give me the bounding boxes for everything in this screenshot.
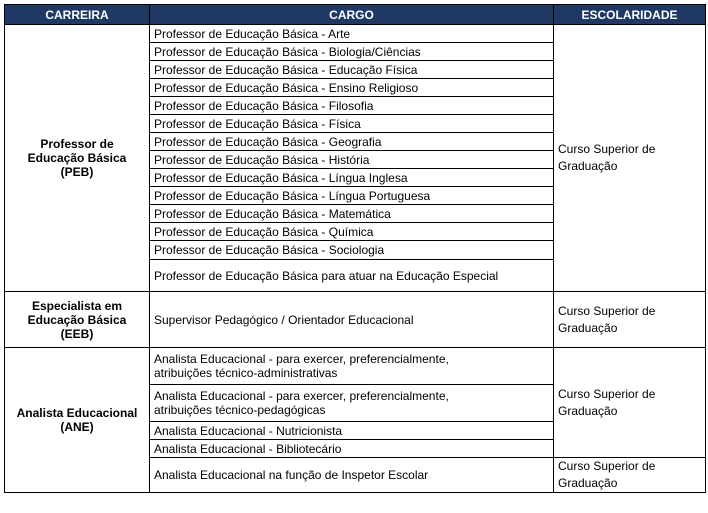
text-line: Graduação bbox=[558, 403, 618, 418]
cargo-cell bbox=[150, 292, 554, 348]
header-row bbox=[5, 5, 706, 25]
escolaridade-cell bbox=[554, 458, 706, 493]
cargo-cell bbox=[150, 169, 554, 187]
cargo-cell bbox=[150, 440, 554, 458]
text-line: Analista Educacional - Bibliotecário bbox=[154, 441, 342, 456]
cargo-cell bbox=[150, 241, 554, 260]
carreira-cell bbox=[5, 292, 150, 348]
text-line: (EEB) bbox=[60, 326, 94, 341]
text-line: Educação Básica bbox=[27, 312, 127, 327]
cargo-cell bbox=[150, 223, 554, 241]
text-line: Graduação bbox=[558, 320, 618, 335]
text-line: (PEB) bbox=[60, 165, 94, 179]
text-line: Professor de Educação Básica - História bbox=[154, 152, 370, 167]
text-line: Educação Básica bbox=[27, 151, 127, 165]
text-line: Graduação bbox=[558, 476, 618, 490]
text-line: Professor de Educação Básica - Física bbox=[154, 116, 361, 131]
text-line: Curso Superior de bbox=[558, 386, 656, 401]
cargo-cell bbox=[150, 458, 554, 493]
text-line: Professor de Educação Básica - Filosofia bbox=[154, 98, 374, 113]
text-line: Professor de Educação Básica - Química bbox=[154, 224, 374, 239]
header-cargo: CARGO bbox=[150, 5, 554, 25]
table-body bbox=[5, 25, 706, 493]
escolaridade-cell bbox=[554, 348, 706, 458]
text-line: Analista Educacional - para exercer, preferencialmente, bbox=[154, 352, 449, 366]
text-line: Supervisor Pedagógico / Orientador Educacional bbox=[154, 312, 414, 327]
text-line: Analista Educacional - Nutricionista bbox=[154, 423, 343, 438]
text-line: Professor de Educação Básica - Arte bbox=[154, 26, 351, 41]
cargo-cell bbox=[150, 79, 554, 97]
cargo-cell bbox=[150, 25, 554, 43]
escolaridade-cell bbox=[554, 25, 706, 292]
text-line: Professor de bbox=[40, 137, 114, 151]
cargos-table bbox=[4, 4, 706, 493]
cargo-cell bbox=[150, 151, 554, 169]
text-line: Professor de Educação Básica - Matemática bbox=[154, 206, 391, 221]
text-line: Professor de Educação Básica - Biologia/Ciências bbox=[154, 44, 421, 59]
cargo-cell bbox=[150, 187, 554, 205]
text-line: atribuições técnico-pedagógicas bbox=[154, 403, 326, 417]
cargo-cell bbox=[150, 385, 554, 422]
carreira-cell bbox=[5, 348, 150, 493]
text-line: Professor de Educação Básica - Língua Portuguesa bbox=[154, 188, 431, 203]
table-row bbox=[5, 348, 706, 385]
text-line: atribuições técnico-administrativas bbox=[154, 366, 338, 380]
cargo-cell bbox=[150, 348, 554, 385]
cargo-cell bbox=[150, 133, 554, 151]
cargo-cell bbox=[150, 97, 554, 115]
text-line: Graduação bbox=[558, 159, 618, 173]
text-line: Professor de Educação Básica - Geografia bbox=[154, 134, 382, 149]
cargo-cell bbox=[150, 422, 554, 440]
text-line: Analista Educacional bbox=[16, 406, 138, 420]
text-line: Curso Superior de bbox=[558, 142, 656, 156]
text-line: Professor de Educação Básica - Ensino Religioso bbox=[154, 80, 419, 95]
header-escolaridade: ESCOLARIDADE bbox=[554, 5, 706, 25]
text-line: Analista Educacional - para exercer, preferencialmente, bbox=[154, 389, 449, 403]
text-line: Analista Educacional na função de Inspetor Escolar bbox=[154, 468, 429, 482]
text-line: Curso Superior de bbox=[558, 303, 656, 318]
table-row bbox=[5, 292, 706, 348]
text-line: (ANE) bbox=[60, 420, 94, 434]
cargo-cell bbox=[150, 115, 554, 133]
cargo-cell bbox=[150, 61, 554, 79]
escolaridade-cell bbox=[554, 292, 706, 348]
text-line: Professor de Educação Básica para atuar na Educação Especial bbox=[154, 268, 499, 283]
cargo-cell bbox=[150, 260, 554, 292]
text-line: Curso Superior de bbox=[558, 459, 656, 473]
table-row bbox=[5, 25, 706, 43]
text-line: Professor de Educação Básica - Sociologia bbox=[154, 243, 385, 257]
header-carreira: CARREIRA bbox=[5, 5, 150, 25]
text-line: Especialista em bbox=[31, 298, 123, 313]
text-line: Professor de Educação Básica - Educação Física bbox=[154, 62, 418, 77]
cargo-cell bbox=[150, 205, 554, 223]
carreira-cell bbox=[5, 25, 150, 292]
text-line: Professor de Educação Básica - Língua Inglesa bbox=[154, 170, 408, 185]
cargo-cell bbox=[150, 43, 554, 61]
